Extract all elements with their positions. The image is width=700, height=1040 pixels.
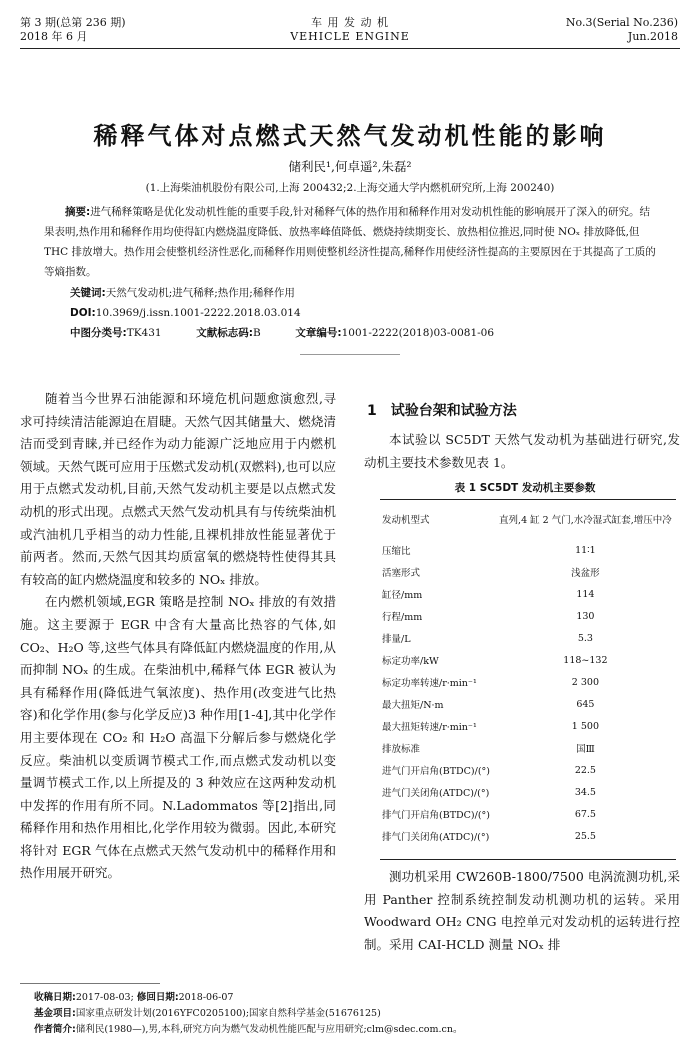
table-param-cell: 进气门开启角(BTDC)/(°): [382, 766, 490, 777]
table-value-cell: 11∶1: [575, 544, 596, 556]
table-param-cell: 排放标准: [382, 744, 421, 755]
table-bottom-rule: [380, 859, 676, 860]
section-heading: [367, 400, 517, 420]
affiliation: (1.上海柴油机股份有限公司,上海 200432;2.上海交通大学内燃机研究所,上海 200240): [145, 182, 555, 194]
keywords-text: 天然气发动机;进气稀释;热作用;稀释作用: [105, 287, 295, 299]
serial-info: [566, 16, 678, 44]
fund-label: 基金项目:: [34, 1008, 76, 1019]
issue-date: 2018 年 6 月: [20, 30, 88, 43]
table-row: [380, 539, 676, 561]
table-row: [380, 501, 676, 539]
doi-text: 10.3969/j.issn.1001-2222.2018.03.014: [95, 307, 301, 319]
table-value-cell: 34.5: [574, 786, 596, 798]
author-bio-text: 储利民(1980—),男,本科,研究方向为燃气发动机性能匹配与应用研究;clm@sdec.com.cn。: [75, 1024, 463, 1035]
abstract-label: 摘要:: [65, 206, 91, 218]
table-param-cell: 标定功率/kW: [382, 656, 439, 667]
table-param-cell: 标定功率转速/r·min⁻¹: [382, 678, 477, 689]
author-bio-label: 作者简介:: [34, 1024, 76, 1035]
table-value-cell: 1 500: [571, 720, 599, 732]
revised-date: 2018-06-07: [178, 992, 234, 1003]
section-intro-paragraph: 本试验以 SC5DT 天然气发动机为基础进行研究,发动机主要技术参数见表 1。: [364, 432, 680, 470]
intro-paragraph-2: 在内燃机领域,EGR 策略是控制 NOₓ 排放的有效措施。这主要源于 EGR 中含有大量高比热容的气体,如 CO₂、H₂O 等,这些气体具有降低缸内燃烧温度的作用,从而抑制 NOₓ 的生成。在柴油机中,稀释气体 EGR 被认为具有稀释作用(降低进气氧浓度)、热作用(改变进气比热容)和化学作用(参与化学反应)3 种作用[1-4],其中化学作用主要体现在 CO₂ 和 H₂O 高温下分解后参与燃烧化学反应。柴油机以变质调节模式工作,而点燃式发动机以变量调节模式工作,以上所提及的 3 种效应在这两种发动机中发挥的作用有所不同。N.Ladommatos 等[2]指出,同稀释作用和热作用相比,化学作用较为微弱。因此,本研究将针对 EGR 气体在点燃式天然气发动机中的稀释作用和热作用展开研究。: [20, 594, 336, 881]
received-label: 收稿日期:: [34, 992, 76, 1003]
fund-text: 国家重点研发计划(2016YFC0205100);国家自然科学基金(51676125): [75, 1008, 381, 1019]
table-param-cell: 发动机型式: [382, 514, 430, 526]
section-title: 试验台架和试验方法: [390, 403, 517, 419]
table-row: [380, 693, 676, 715]
footnote-dates: [34, 991, 233, 1004]
table-param-cell: 排气门开启角(BTDC)/(°): [382, 810, 490, 821]
footnote-rule: [20, 983, 160, 984]
footnote-fund: [34, 1007, 381, 1020]
table-param-cell: 活塞形式: [382, 568, 421, 579]
article-number-label: 文章编号:: [295, 327, 342, 339]
table-row: [380, 737, 676, 759]
header-rule: [20, 48, 680, 49]
table-row: [380, 605, 676, 627]
table-value-cell: 国Ⅲ: [576, 744, 595, 755]
table-value-cell: 114: [576, 588, 595, 600]
intro-paragraph-1: 随着当今世界石油能源和环境危机问题愈演愈烈,寻求可持续清洁能源迫在眉睫。天然气因其储量大、燃烧清洁而受到青睐,并已经作为动力能源广泛地应用于内燃机领域。天然气既可应用于压燃式发动机(双燃料),也可以应用于点燃式发动机,目前,天然气发动机主要是以点燃式发动机的形式出现。点燃式天然气发动机具有与传统柴油机或汽油机几乎相当的动力性能,且裸机排放性能显著优于前两者。然而,天然气因其均质富氧的燃烧特性使得其具有较高的缸内燃烧温度和较多的 NOₓ 排放。: [20, 391, 336, 587]
doc-code-value: B: [252, 327, 261, 339]
table-value-cell: 22.5: [574, 764, 596, 776]
table-param-cell: 缸径/mm: [382, 590, 423, 601]
section-number: 1: [367, 403, 377, 419]
authors: 储利民¹,何卓遥²,朱磊²: [288, 159, 412, 174]
table-value-cell: 25.5: [574, 830, 596, 842]
table-value-cell: 5.3: [577, 632, 593, 644]
clc-label: 中图分类号:: [70, 327, 127, 339]
table-row: [380, 759, 676, 781]
footnote-author: [34, 1023, 462, 1036]
table-value-cell: 浅盆形: [571, 568, 600, 579]
table-value-cell: 67.5: [574, 808, 596, 820]
equipment-paragraph: 测功机采用 CW260B-1800/7500 电涡流测功机,采用 Panther 控制系统控制发动机测功机的运转。采用 Woodward OH₂ CNG 电控单元对发动机的运转进行控制。采用 CAI-HCLD 测量 NOₓ 排: [364, 869, 680, 952]
doi-label: DOI:: [70, 307, 96, 319]
issue-number: 第 3 期(总第 236 期): [20, 16, 126, 29]
abstract-separator: [300, 354, 400, 355]
table-param-cell: 行程/mm: [382, 612, 423, 623]
doc-code-label: 文献标志码:: [196, 327, 253, 339]
serial-month: Jun.2018: [627, 30, 678, 43]
table-value-cell: 直列,4 缸 2 气门,水冷湿式缸套,增压中冷: [499, 514, 672, 526]
table-value-cell: 645: [576, 698, 595, 710]
left-column: [20, 388, 336, 885]
keywords: [70, 283, 686, 303]
table-row: [380, 671, 676, 693]
journal-name-en: VEHICLE ENGINE: [290, 30, 410, 43]
table-param-cell: 进气门关闭角(ATDC)/(°): [382, 788, 490, 799]
journal-name-cn: 车 用 发 动 机: [311, 16, 389, 29]
received-date: 2017-08-03;: [75, 992, 134, 1003]
table-value-cell: 130: [576, 610, 595, 622]
doi: [70, 303, 686, 323]
table-row: [380, 781, 676, 803]
table-param-cell: 压缩比: [382, 546, 411, 557]
right-column-intro: [364, 429, 680, 474]
table-row: [380, 825, 676, 847]
table-param-cell: 排量/L: [382, 634, 411, 645]
serial-number: No.3(Serial No.236): [565, 16, 678, 29]
table-row: [380, 649, 676, 671]
table-row: [380, 715, 676, 737]
article-number-value: 1001-2222(2018)03-0081-06: [341, 327, 495, 339]
clc-value: TK431: [126, 327, 162, 339]
table-row: [380, 561, 676, 583]
right-column-after-table: [364, 866, 680, 956]
table-caption: 表 1 SC5DT 发动机主要参数: [454, 482, 596, 494]
table-top-rule: [380, 499, 676, 500]
abstract-text: 进气稀释策略是优化发动机性能的重要手段,针对稀释气体的热作用和稀释作用对发动机性能的影响展开了深入的研究。结果表明,热作用和稀释作用均使得缸内燃烧温度降低、放热率峰值降低、燃烧持续期变长、放热相位推迟,同时使 NOₓ 排放降低,但 THC 排放增大。热作用会使整机经济性恶化,而稀释作用则使整机经济性提高,稀释作用使经济性提高的主要原因在于其提高了工质的等熵指数。: [44, 206, 656, 278]
table-param-cell: 最大扭矩/N·m: [382, 700, 444, 711]
table-row: [380, 583, 676, 605]
table-value-cell: 118~132: [563, 654, 608, 666]
keywords-label: 关键词:: [70, 287, 106, 299]
engine-parameters-table: [380, 501, 676, 847]
abstract: [44, 202, 660, 282]
table-row: [380, 627, 676, 649]
table-value-cell: 2 300: [571, 676, 599, 688]
classification: [70, 323, 686, 343]
paper-title: 稀释气体对点燃式天然气发动机性能的影响: [93, 122, 607, 150]
revised-label: 修回日期:: [136, 992, 179, 1003]
table-param-cell: 排气门关闭角(ATDC)/(°): [382, 832, 490, 843]
table-row: [380, 803, 676, 825]
table-param-cell: 最大扭矩转速/r·min⁻¹: [382, 722, 477, 733]
